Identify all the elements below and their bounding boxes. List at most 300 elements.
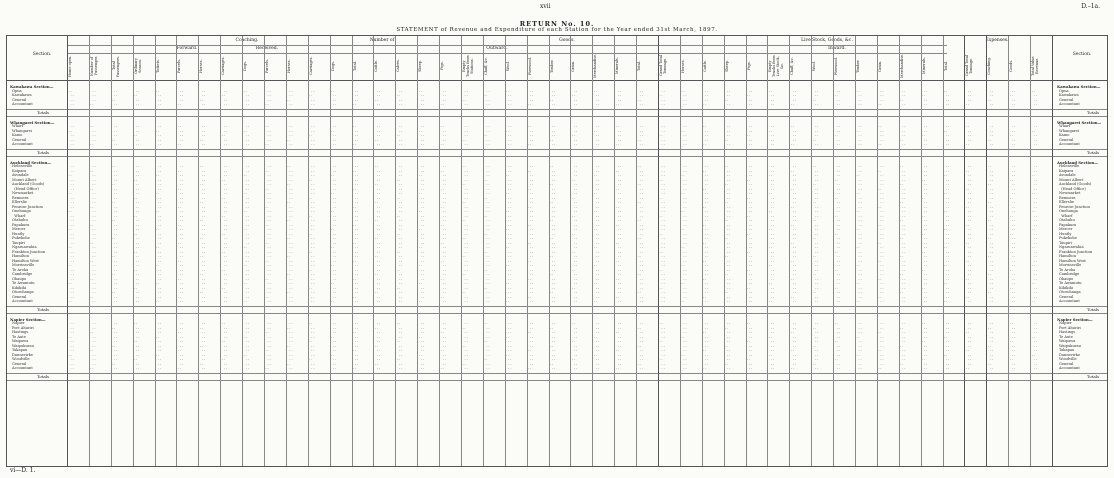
- column-rule: [133, 36, 134, 466]
- value-cell: .. .. .. .. .. .. .. .. .. .. .. .. .. .. .. .. .. .. .. .. .. .. .. .. .. .. .. .. .. .. ..: [286, 164, 293, 303]
- column-header: Coaching.: [987, 57, 992, 75]
- value-cell: .. .. .. ..: [834, 88, 841, 106]
- station-list: Napier Port Ahuriri Hastings Te Aute Waipawa Waipukurau Takapau Dannevirke Woodville General Accountant: [1059, 321, 1081, 370]
- value-cell: .. .. .. .. .. .. .. .. .. .. ..: [308, 321, 315, 370]
- value-cell: .. .. .. .. .. .. .. .. .. .. .. .. .. .. .. .. .. .. .. .. .. .. .. .. .. .. .. .. .. .. ..: [418, 164, 425, 303]
- section-heading: Kawakawa Section—: [10, 84, 54, 89]
- column-header: Firewood.: [834, 57, 839, 75]
- value-cell: .. .. .. ..: [593, 88, 600, 106]
- value-cell: .. .. .. .. ..: [1031, 124, 1038, 146]
- value-cell: .. .. .. .. ..: [615, 124, 622, 146]
- value-cell: .. .. .. .. ..: [462, 124, 469, 146]
- section-header-right: Section.: [1072, 52, 1092, 57]
- value-cell: .. .. .. .. ..: [899, 124, 906, 146]
- value-cell: .. .. .. .. ..: [549, 124, 556, 146]
- column-header: Timber.: [856, 59, 860, 73]
- value-cell: .. .. .. ..: [965, 88, 972, 106]
- column-header: Horses.: [286, 59, 291, 73]
- station-list: Helensville Kaipara Avondale Mount Albert Auckland (Goods) (Head Office) Newmarket Remuera Ellerslie Penrose Junction Onehunga Wharf Otahuhu Papakura Mercer Huntly Pukekohe Taupiri Ngaruawahia Frankton Junction Hamilton Hamilton West Morrinsville Te Aroha Cambridge Ohaupo Te Awamutu Kihikihi Otorohanga General Accountant: [12, 164, 46, 303]
- totals-label: Totals: [37, 306, 50, 312]
- value-cell: .. .. .. .. .. .. .. .. .. .. .. .. .. .. .. .. .. .. .. .. .. .. .. .. .. .. .. .. .. .. ..: [549, 164, 556, 303]
- value-cell: .. .. .. .. .. .. .. .. .. .. .. .. .. .. .. .. .. .. .. .. .. .. .. .. .. .. .. .. .. .. ..: [111, 164, 118, 303]
- outward-subheader: Outward.: [486, 46, 508, 51]
- column-header: Dogs.: [243, 60, 248, 72]
- value-cell: .. .. .. ..: [1031, 88, 1038, 106]
- value-cell: .. .. .. .. .. .. .. .. .. .. ..: [221, 321, 228, 370]
- totals-label: Totals: [37, 109, 50, 115]
- column-rule: [176, 36, 177, 466]
- value-cell: .. .. .. .. .. .. .. .. .. .. ..: [921, 321, 928, 370]
- value-cell: .. .. .. .. .. .. .. .. .. .. .. .. .. .. .. .. .. .. .. .. .. .. .. .. .. .. .. .. .. .. ..: [724, 164, 731, 303]
- column-header: Minerals.: [615, 57, 620, 75]
- value-cell: .. .. .. ..: [724, 88, 731, 106]
- column-rule: [220, 36, 221, 466]
- column-rule: [592, 36, 593, 466]
- value-cell: .. .. .. .. .. .. .. .. .. .. .. .. .. .. .. .. .. .. .. .. .. .. .. .. .. .. .. .. .. .. ..: [374, 164, 381, 303]
- value-cell: .. .. .. .. .. .. .. .. .. .. ..: [418, 321, 425, 370]
- value-cell: .. .. .. .. ..: [921, 124, 928, 146]
- column-header: Grain.: [571, 60, 576, 72]
- value-cell: .. .. .. .. ..: [724, 124, 731, 146]
- column-rule: [505, 36, 506, 466]
- column-header: Wool.: [812, 61, 817, 71]
- value-cell: .. .. .. .. .. .. .. .. .. .. .. .. .. .. .. .. .. .. .. .. .. .. .. .. .. .. .. .. .. .. ..: [199, 164, 206, 303]
- coaching-sub-number: Number of: [369, 38, 395, 43]
- column-header: Empty Trucks from Live Stock, &c.: [768, 55, 785, 77]
- value-cell: .. .. .. .. .. .. .. .. .. .. ..: [965, 321, 972, 370]
- page-reference: D.–1a.: [1081, 3, 1100, 10]
- column-rule: [308, 36, 309, 466]
- value-cell: .. .. .. .. ..: [440, 124, 447, 146]
- value-cell: .. .. .. .. ..: [352, 124, 359, 146]
- column-header: Sheep.: [418, 59, 423, 73]
- value-cell: .. .. .. .. ..: [790, 124, 797, 146]
- value-cell: .. .. .. .. .. .. .. .. .. .. .. .. .. .. .. .. .. .. .. .. .. .. .. .. .. .. .. .. .. .. ..: [987, 164, 994, 303]
- value-cell: .. .. .. .. .. .. .. .. .. .. .. .. .. .. .. .. .. .. .. .. .. .. .. .. .. .. .. .. .. .. ..: [330, 164, 337, 303]
- column-rule: [964, 36, 965, 466]
- value-cell: .. .. .. ..: [68, 88, 75, 106]
- value-cell: .. .. .. ..: [615, 88, 622, 106]
- value-cell: .. .. .. ..: [812, 88, 819, 106]
- value-cell: .. .. .. .. .. .. .. .. .. .. ..: [155, 321, 162, 370]
- station-list: Wharf Whangarei Kamo General Accountant: [1059, 124, 1080, 146]
- value-cell: .. .. .. .. ..: [396, 124, 403, 146]
- column-rule: [373, 36, 374, 466]
- value-cell: .. .. .. .. .. .. .. .. .. .. ..: [1031, 321, 1038, 370]
- coaching-group-header: Coaching.: [235, 38, 259, 43]
- value-cell: .. .. .. .. ..: [483, 124, 490, 146]
- value-cell: .. .. .. .. .. .. .. .. .. .. .. .. .. .. .. .. .. .. .. .. .. .. .. .. .. .. .. .. .. .. ..: [177, 164, 184, 303]
- value-cell: .. .. .. .. ..: [177, 124, 184, 146]
- column-header: Number of Passenger.: [89, 56, 98, 76]
- value-cell: .. .. .. .. .. .. .. .. .. .. ..: [637, 321, 644, 370]
- section-heading: Napier Section—: [10, 316, 46, 322]
- column-rule: [330, 36, 331, 466]
- value-cell: .. .. .. .. .. .. .. .. .. .. .. .. .. .. .. .. .. .. .. .. .. .. .. .. .. .. .. .. .. .. ..: [462, 164, 469, 303]
- value-cell: .. .. .. .. ..: [943, 124, 950, 146]
- value-cell: .. .. .. .. .. .. .. .. .. .. ..: [724, 321, 731, 370]
- column-header: Ordinary Season.: [133, 58, 142, 74]
- value-cell: .. .. .. .. .. .. .. .. .. .. ..: [462, 321, 469, 370]
- value-cell: .. .. .. .. ..: [593, 124, 600, 146]
- value-cell: .. .. .. ..: [505, 88, 512, 106]
- value-cell: .. .. .. .. ..: [834, 124, 841, 146]
- section-heading: Auckland Section—: [10, 159, 52, 165]
- station-list: Opua Kawakawa General Accountant: [12, 88, 33, 106]
- value-cell: .. .. .. .. .. .. .. .. .. .. .. .. .. .. .. .. .. .. .. .. .. .. .. .. .. .. .. .. .. .. ..: [593, 164, 600, 303]
- value-cell: .. .. .. .. ..: [965, 124, 972, 146]
- value-cell: .. .. .. ..: [768, 88, 775, 106]
- value-cell: .. .. .. ..: [549, 88, 556, 106]
- column-rule: [1030, 36, 1031, 466]
- value-cell: .. .. .. .. .. .. .. .. .. .. ..: [877, 321, 884, 370]
- value-cell: .. .. .. ..: [243, 88, 250, 106]
- value-cell: .. .. .. ..: [133, 88, 140, 106]
- column-header: Firewood.: [527, 57, 532, 75]
- value-cell: .. .. .. ..: [374, 88, 381, 106]
- column-header: Empty Trucks from Stations.: [462, 55, 474, 77]
- value-cell: .. .. .. .. .. .. .. .. .. .. ..: [1009, 321, 1016, 370]
- value-cell: .. .. .. ..: [527, 88, 534, 106]
- forwarded-subheader: Forward.: [176, 46, 198, 51]
- column-header: Grand Total Tonnage.: [965, 55, 974, 77]
- value-cell: .. .. .. .. ..: [877, 124, 884, 146]
- value-cell: .. .. .. ..: [330, 88, 337, 106]
- value-cell: .. .. .. .. .. .. .. .. .. .. .. .. .. .. .. .. .. .. .. .. .. .. .. .. .. .. .. .. .. .. ..: [943, 164, 950, 303]
- value-cell: .. .. .. .. .. .. .. .. .. .. .. .. .. .. .. .. .. .. .. .. .. .. .. .. .. .. .. .. .. .. ..: [790, 164, 797, 303]
- value-cell: .. .. .. .. ..: [286, 124, 293, 146]
- value-cell: .. .. .. .. .. .. .. .. .. .. .. .. .. .. .. .. .. .. .. .. .. .. .. .. .. .. .. .. .. .. ..: [89, 164, 96, 303]
- column-rule: [680, 36, 681, 466]
- value-cell: .. .. .. .. .. .. .. .. .. .. ..: [505, 321, 512, 370]
- value-cell: .. .. .. ..: [680, 88, 687, 106]
- totals-label: Totals: [37, 149, 50, 155]
- value-cell: .. .. .. .. .. .. .. .. .. .. ..: [330, 321, 337, 370]
- column-rule: [570, 36, 571, 466]
- value-cell: .. .. .. ..: [308, 88, 315, 106]
- value-cell: .. .. .. .. ..: [155, 124, 162, 146]
- value-cell: .. .. .. ..: [790, 88, 797, 106]
- value-cell: .. .. .. .. .. .. .. .. .. .. ..: [812, 321, 819, 370]
- value-cell: .. .. .. .. ..: [330, 124, 337, 146]
- value-cell: .. .. .. .. .. .. .. .. .. .. ..: [243, 321, 250, 370]
- column-header: Chaff, &c.: [483, 57, 488, 75]
- value-cell: .. .. .. .. .. .. .. .. .. .. ..: [746, 321, 753, 370]
- totals-label: Totals: [37, 373, 50, 379]
- value-cell: .. .. .. ..: [286, 88, 293, 106]
- page-number: xvii: [540, 3, 551, 10]
- value-cell: .. .. .. ..: [702, 88, 709, 106]
- value-cell: .. .. .. .. ..: [243, 124, 250, 146]
- value-cell: .. .. .. .. .. .. .. .. .. .. .. .. .. .. .. .. .. .. .. .. .. .. .. .. .. .. .. .. .. .. ..: [396, 164, 403, 303]
- value-cell: .. .. .. .. ..: [571, 124, 578, 146]
- column-header: Pigs.: [440, 61, 445, 71]
- value-cell: .. .. .. ..: [396, 88, 403, 106]
- value-cell: .. .. .. ..: [89, 88, 96, 106]
- column-header: Carriages.: [308, 56, 313, 76]
- value-cell: .. .. .. .. ..: [659, 124, 666, 146]
- totals-label: Totals: [1087, 149, 1100, 155]
- value-cell: .. .. .. .. .. .. .. .. .. .. .. .. .. .. .. .. .. .. .. .. .. .. .. .. .. .. .. .. .. .. ..: [921, 164, 928, 303]
- column-header: Horses.: [199, 59, 204, 73]
- column-rule: [111, 36, 112, 466]
- column-header: Tickets.: [155, 59, 160, 73]
- value-cell: .. .. .. ..: [1009, 88, 1016, 106]
- column-rule: [198, 36, 199, 466]
- value-cell: .. .. .. .. .. .. .. .. .. .. .. .. .. .. .. .. .. .. .. .. .. .. .. .. .. .. .. .. .. .. ..: [155, 164, 162, 303]
- value-cell: .. .. .. .. .. .. .. .. .. .. ..: [111, 321, 118, 370]
- column-rule: [155, 36, 156, 466]
- value-cell: .. .. .. .. ..: [111, 124, 118, 146]
- column-header: Timber.: [549, 59, 554, 73]
- column-header: Goods.: [1009, 59, 1014, 73]
- value-cell: .. .. .. ..: [856, 88, 863, 106]
- column-rule: [811, 36, 812, 466]
- column-header: Cattle.: [702, 60, 707, 72]
- value-cell: .. .. .. ..: [111, 88, 118, 106]
- column-header: Wool.: [505, 61, 510, 71]
- value-cell: .. .. .. .. .. .. .. .. .. .. ..: [702, 321, 709, 370]
- column-rule: [242, 36, 243, 466]
- value-cell: .. .. .. .. .. .. .. .. .. .. ..: [680, 321, 687, 370]
- column-rule: [899, 36, 900, 466]
- value-cell: .. .. .. ..: [877, 88, 884, 106]
- value-cell: .. .. .. .. ..: [374, 124, 381, 146]
- section-heading: Whangarei Section—: [1057, 119, 1102, 125]
- column-header: Parcels.: [177, 58, 182, 74]
- value-cell: .. .. .. .. ..: [265, 124, 272, 146]
- totals-label: Totals: [1087, 109, 1100, 115]
- column-rule: [1008, 36, 1009, 466]
- column-rule: [746, 36, 747, 466]
- value-cell: .. .. .. .. .. .. .. .. .. .. .. .. .. .. .. .. .. .. .. .. .. .. .. .. .. .. .. .. .. .. ..: [483, 164, 490, 303]
- value-cell: .. .. .. .. ..: [527, 124, 534, 146]
- value-cell: .. .. .. .. ..: [746, 124, 753, 146]
- column-rule: [855, 36, 856, 466]
- column-header: Total Value Revenue.: [1031, 56, 1040, 76]
- column-rule: [943, 36, 944, 466]
- value-cell: .. .. .. ..: [899, 88, 906, 106]
- station-list: Napier Port Ahuriri Hastings Te Aute Waipawa Waipukurau Takapau Dannevirke Woodville General Accountant: [12, 321, 34, 370]
- column-header: Pigs.: [746, 61, 751, 71]
- value-cell: .. .. .. ..: [637, 88, 644, 106]
- value-cell: .. .. .. .. .. .. .. .. .. .. ..: [659, 321, 666, 370]
- column-header: Sheep.: [724, 59, 729, 73]
- value-cell: .. .. .. .. .. .. .. .. .. .. .. .. .. .. .. .. .. .. .. .. .. .. .. .. .. .. .. .. .. .. ..: [637, 164, 644, 303]
- value-cell: .. .. .. .. .. .. .. .. .. .. .. .. .. .. .. .. .. .. .. .. .. .. .. .. .. .. .. .. .. .. ..: [243, 164, 250, 303]
- section-header-left: Section.: [32, 52, 52, 57]
- value-cell: .. .. .. .. ..: [221, 124, 228, 146]
- value-cell: .. .. .. .. ..: [133, 124, 140, 146]
- column-rule: [483, 36, 484, 466]
- value-cell: .. .. .. ..: [199, 88, 206, 106]
- value-cell: .. .. .. .. .. .. .. .. .. .. .. .. .. .. .. .. .. .. .. .. .. .. .. .. .. .. .. .. .. .. ..: [505, 164, 512, 303]
- value-cell: .. .. .. .. .. .. .. .. .. .. .. .. .. .. .. .. .. .. .. .. .. .. .. .. .. .. .. .. .. .. ..: [877, 164, 884, 303]
- value-cell: .. .. .. .. .. .. .. .. .. .. .. .. .. .. .. .. .. .. .. .. .. .. .. .. .. .. .. .. .. .. ..: [221, 164, 228, 303]
- column-header: Chaff, &c.: [790, 57, 795, 75]
- inward-subheader: Inward.: [828, 46, 846, 51]
- value-cell: .. .. .. .. .. .. .. .. .. .. ..: [396, 321, 403, 370]
- value-cell: .. .. .. .. .. .. .. .. .. .. .. .. .. .. .. .. .. .. .. .. .. .. .. .. .. .. .. .. .. .. ..: [133, 164, 140, 303]
- column-rule: [527, 36, 528, 466]
- column-header: Grain.: [877, 60, 882, 72]
- column-header: Merchandise.: [899, 54, 904, 78]
- value-cell: .. .. .. .. .. .. .. .. .. .. ..: [549, 321, 556, 370]
- column-rule: [921, 36, 922, 466]
- column-rule: [877, 36, 878, 466]
- column-rule: [395, 36, 396, 466]
- totals-label: Totals: [1087, 306, 1100, 312]
- value-cell: .. .. .. ..: [440, 88, 447, 106]
- section-heading: Kawakawa Section—: [1057, 84, 1101, 89]
- received-subheader: Received.: [255, 46, 279, 51]
- value-cell: .. .. .. .. .. .. .. .. .. .. ..: [527, 321, 534, 370]
- value-cell: .. .. .. .. ..: [505, 124, 512, 146]
- value-cell: .. .. .. .. .. .. .. .. .. .. .. .. .. .. .. .. .. .. .. .. .. .. .. .. .. .. .. .. .. .. ..: [812, 164, 819, 303]
- value-cell: .. .. .. .. .. .. .. .. .. .. .. .. .. .. .. .. .. .. .. .. .. .. .. .. .. .. .. .. .. .. ..: [615, 164, 622, 303]
- column-header: Total.: [943, 61, 948, 71]
- value-cell: .. .. .. .. .. .. .. .. .. .. .. .. .. .. .. .. .. .. .. .. .. .. .. .. .. .. .. .. .. .. ..: [746, 164, 753, 303]
- value-cell: .. .. .. .. .. .. .. .. .. .. .. .. .. .. .. .. .. .. .. .. .. .. .. .. .. .. .. .. .. .. ..: [527, 164, 534, 303]
- statement-title: STATEMENT of Revenue and Expenditure of each Station for the Year ended 31st March, 1897.: [396, 27, 718, 33]
- column-header: Total.: [637, 61, 642, 71]
- column-rule: [986, 36, 987, 466]
- column-rule: [286, 36, 287, 466]
- value-cell: .. .. .. .. .. .. .. .. .. .. .. .. .. .. .. .. .. .. .. .. .. .. .. .. .. .. .. .. .. .. ..: [1009, 164, 1016, 303]
- value-cell: .. .. .. .. .. .. .. .. .. .. ..: [987, 321, 994, 370]
- column-rule: [1052, 36, 1053, 466]
- value-cell: .. .. .. .. .. .. .. .. .. .. .. .. .. .. .. .. .. .. .. .. .. .. .. .. .. .. .. .. .. .. ..: [702, 164, 709, 303]
- column-rule: [89, 36, 90, 466]
- column-header: Grand Total Tonnage.: [659, 55, 667, 77]
- column-rule: [767, 36, 768, 466]
- value-cell: .. .. .. ..: [155, 88, 162, 106]
- value-cell: .. .. .. ..: [352, 88, 359, 106]
- column-rule: [352, 36, 353, 466]
- value-cell: .. .. .. .. ..: [199, 124, 206, 146]
- column-rule: [636, 36, 637, 466]
- column-rule: [461, 36, 462, 466]
- column-rule: [417, 36, 418, 466]
- value-cell: .. .. .. ..: [571, 88, 578, 106]
- column-rule: [833, 36, 834, 466]
- livestock-group-header: Live Stock, Goods, &c.: [801, 38, 853, 43]
- value-cell: .. .. .. .. ..: [702, 124, 709, 146]
- value-cell: .. .. .. ..: [462, 88, 469, 106]
- column-rule: [549, 36, 550, 466]
- column-rule: [702, 36, 703, 466]
- value-cell: .. .. .. .. .. .. .. .. .. .. .. .. .. .. .. .. .. .. .. .. .. .. .. .. .. .. .. .. .. .. ..: [352, 164, 359, 303]
- value-cell: .. .. .. .. .. .. .. .. .. .. ..: [899, 321, 906, 370]
- column-header: Minerals.: [921, 57, 926, 75]
- value-cell: .. .. .. .. .. .. .. .. .. .. .. .. .. .. .. .. .. .. .. .. .. .. .. .. .. .. .. .. .. .. ..: [1031, 164, 1038, 303]
- column-rule: [658, 36, 659, 466]
- value-cell: .. .. .. .. .. .. .. .. .. .. .. .. .. .. .. .. .. .. .. .. .. .. .. .. .. .. .. .. .. .. ..: [965, 164, 972, 303]
- section-heading: Auckland Section—: [1057, 159, 1099, 165]
- value-cell: .. .. .. .. .. .. .. .. .. .. ..: [440, 321, 447, 370]
- value-cell: .. .. .. .. ..: [418, 124, 425, 146]
- value-cell: .. .. .. .. .. .. .. .. .. .. ..: [834, 321, 841, 370]
- value-cell: .. .. .. .. .. .. .. .. .. .. ..: [374, 321, 381, 370]
- value-cell: .. .. .. .. .. .. .. .. .. .. ..: [133, 321, 140, 370]
- value-cell: .. .. .. ..: [987, 88, 994, 106]
- column-header: Total.: [352, 61, 357, 71]
- column-header: Home open.: [68, 55, 72, 77]
- station-list: Wharf Whangarei Kamo General Accountant: [12, 124, 33, 146]
- value-cell: .. .. .. ..: [265, 88, 272, 106]
- value-cell: .. .. .. .. .. .. .. .. .. .. ..: [68, 321, 75, 370]
- column-header: Carriages.: [221, 56, 226, 76]
- value-cell: .. .. .. .. ..: [856, 124, 863, 146]
- value-cell: .. .. .. .. .. .. .. .. .. .. ..: [483, 321, 490, 370]
- value-cell: .. .. .. ..: [921, 88, 928, 106]
- value-cell: .. .. .. .. ..: [768, 124, 775, 146]
- value-cell: .. .. .. .. .. .. .. .. .. .. ..: [286, 321, 293, 370]
- value-cell: .. .. .. ..: [483, 88, 490, 106]
- value-cell: .. .. .. .. ..: [680, 124, 687, 146]
- value-cell: .. .. .. .. .. .. .. .. .. .. ..: [856, 321, 863, 370]
- column-header: Total Passengers.: [111, 55, 120, 77]
- section-heading: Napier Section—: [1057, 316, 1093, 322]
- value-cell: .. .. .. .. ..: [987, 124, 994, 146]
- column-header: Dogs.: [330, 60, 335, 72]
- value-cell: .. .. .. .. .. .. .. .. .. .. .. .. .. .. .. .. .. .. .. .. .. .. .. .. .. .. .. .. .. .. ..: [856, 164, 863, 303]
- expenses-group-header: Expenses.: [985, 38, 1009, 43]
- value-cell: .. .. .. ..: [659, 88, 666, 106]
- value-cell: .. .. .. .. .. .. .. .. .. .. ..: [790, 321, 797, 370]
- column-header: Parcels.: [265, 58, 269, 74]
- value-cell: .. .. .. .. .. .. .. .. .. .. .. .. .. .. .. .. .. .. .. .. .. .. .. .. .. .. .. .. .. .. ..: [659, 164, 666, 303]
- column-rule: [67, 36, 68, 466]
- page-footer: vi—D. 1.: [10, 467, 36, 474]
- value-cell: .. .. .. .. .. .. .. .. .. .. ..: [352, 321, 359, 370]
- station-list: Opua Kawakawa General Accountant: [1059, 88, 1080, 106]
- column-rule: [439, 36, 440, 466]
- value-cell: .. .. .. .. .. .. .. .. .. .. ..: [615, 321, 622, 370]
- value-cell: .. .. .. .. ..: [1009, 124, 1016, 146]
- value-cell: .. .. .. .. .. .. .. .. .. .. .. .. .. .. .. .. .. .. .. .. .. .. .. .. .. .. .. .. .. .. ..: [834, 164, 841, 303]
- value-cell: .. .. .. ..: [418, 88, 425, 106]
- value-cell: .. .. .. .. .. .. .. .. .. .. ..: [593, 321, 600, 370]
- value-cell: .. .. .. .. .. .. .. .. .. .. .. .. .. .. .. .. .. .. .. .. .. .. .. .. .. .. .. .. .. .. ..: [68, 164, 75, 303]
- value-cell: .. .. .. .. .. .. .. .. .. .. .. .. .. .. .. .. .. .. .. .. .. .. .. .. .. .. .. .. .. .. ..: [308, 164, 315, 303]
- column-rule: [264, 36, 265, 466]
- column-header: Merchandise.: [593, 54, 598, 78]
- column-rule: [614, 36, 615, 466]
- value-cell: .. .. .. ..: [221, 88, 228, 106]
- revenue-table: [6, 35, 1108, 467]
- return-title: RETURN No. 10.: [519, 20, 595, 28]
- totals-label: Totals: [1087, 373, 1100, 379]
- value-cell: .. .. .. ..: [943, 88, 950, 106]
- section-heading: Whangarei Section—: [10, 119, 55, 125]
- value-cell: .. .. .. .. ..: [308, 124, 315, 146]
- value-cell: .. .. .. .. .. .. .. .. .. .. .. .. .. .. .. .. .. .. .. .. .. .. .. .. .. .. .. .. .. .. ..: [768, 164, 775, 303]
- value-cell: .. .. .. .. .. .. .. .. .. .. .. .. .. .. .. .. .. .. .. .. .. .. .. .. .. .. .. .. .. .. ..: [440, 164, 447, 303]
- value-cell: .. .. .. .. ..: [89, 124, 96, 146]
- column-header: Cattle.: [374, 60, 379, 72]
- value-cell: .. .. .. ..: [177, 88, 184, 106]
- column-rule: [789, 36, 790, 466]
- station-list: Helensville Kaipara Avondale Mount Albert Auckland (Goods) (Head Office) Newmarket Remuera Ellerslie Penrose Junction Onehunga Wharf Otahuhu Papakura Mercer Huntly Pukekohe Taupiri Ngaruawahia Frankton Junction Hamilton Hamilton West Morrinsville Te Aroha Cambridge Ohaupo Te Awamutu Kihikihi Otorohanga General Accountant: [1059, 164, 1093, 303]
- value-cell: .. .. .. .. ..: [637, 124, 644, 146]
- column-header: Calves.: [396, 59, 401, 73]
- value-cell: .. .. .. .. .. .. .. .. .. .. .. .. .. .. .. .. .. .. .. .. .. .. .. .. .. .. .. .. .. .. ..: [265, 164, 272, 303]
- goods-group-header: Goods.: [559, 38, 575, 43]
- value-cell: .. .. .. .. ..: [812, 124, 819, 146]
- value-cell: .. .. .. .. .. .. .. .. .. .. .. .. .. .. .. .. .. .. .. .. .. .. .. .. .. .. .. .. .. .. ..: [680, 164, 687, 303]
- value-cell: .. .. .. .. .. .. .. .. .. .. ..: [89, 321, 96, 370]
